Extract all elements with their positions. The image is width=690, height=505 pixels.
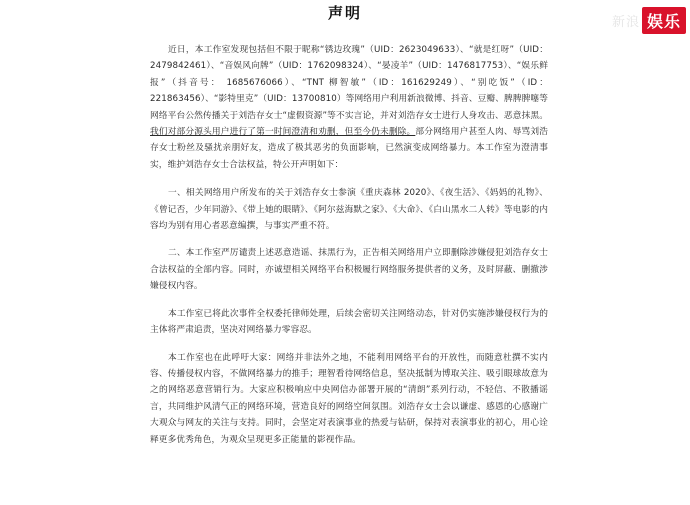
paragraph-3: 本工作室已将此次事件全权委托律师处理，后续会密切关注网络动态，针对仍实施涉嫌侵权行为的主体将严肃追责，坚决对网络暴力零容忍。: [150, 308, 548, 336]
page-title: 声明: [327, 4, 362, 22]
intro-text-a: 近日，本工作室发现包括但不限于昵称“锈边玫瑰”（UID：2623049633）、“就是红呀”（UID：2479842461）、“音娱风向牌”（UID：1762098324）、“晏凌羊”（UID：1476817753）、“娱乐鲜报”（抖音号： 1685676066）、“TNT 柳智敏”（ID：161629249）、“别吃饭”（ID：221863456）、“影特里克”（UID：13700810）等网络用户利用新浪微博、抖音、豆瓣、脾脾脾噻等网络平台公然传播关于刘浩存女士“虚假资源”等不实言论，并对刘浩存女士进行人身攻击、恶意抹黑。: [150, 45, 548, 121]
paragraph-1: 一、相关网络用户所发布的关于刘浩存女士参演《重庆森林 2020》、《夜生活》、《妈妈的礼物》、《曾记否，少年同游》、《带上她的眼睛》、《阿尔兹海默之家》、《大命》、《白山黑水二人转》等电影的内容均为别有用心者恶意编撰，与事实严重不符。: [150, 188, 548, 232]
intro-underlined-text: 我们对部分源头用户进行了第一时间澄清和劝删，但至今仍未删除。: [150, 127, 416, 138]
statement-body: [150, 42, 548, 459]
intro-paragraph: [150, 42, 548, 173]
logo-watermark: 新浪: [611, 14, 640, 30]
sina-entertainment-logo: [612, 6, 686, 34]
paragraph-4: 本工作室也在此呼吁大家：网络并非法外之地，不能利用网络平台的开放性，而随意杜撰不实内容、传播侵权内容，不做网络暴力的推手；理智看待网络信息，坚决抵制为博取关注、吸引眼球故意为之的网络恶意营销行为。大家应积极响应中央网信办部署开展的“清朗”系列行动，不轻信、不散播谣言，共同维护风清气正的网络环境，营造良好的网络空间氛围。刘浩存女士会以谦虚、感恩的心感谢广大观众与网友的关注与支持。同时，会坚定对表演事业的热爱与钻研，保持对表演事业的初心，用心诠释更多优秀角色，为观众呈现更多正能量的影视作品。: [150, 352, 548, 445]
logo-badge: 娱乐: [642, 7, 686, 34]
intro-text-b: 部分网络用户甚至人肉、辱骂刘浩存女士粉丝及骚扰亲朋好友，造成了极其恶劣的负面影响，已然演变成网络暴力。本工作室为澄清事实，维护刘浩存女士合法权益，特公开声明如下：: [150, 127, 549, 170]
paragraph-2: 二、本工作室严厉谴责上述恶意造谣、抹黑行为，正告相关网络用户立即删除涉嫌侵犯刘浩存女士合法权益的全部内容。同时，亦诚望相关网络平台积极履行网络服务提供者的义务，及时屏蔽、删撤涉嫌侵权内容。: [150, 248, 548, 292]
